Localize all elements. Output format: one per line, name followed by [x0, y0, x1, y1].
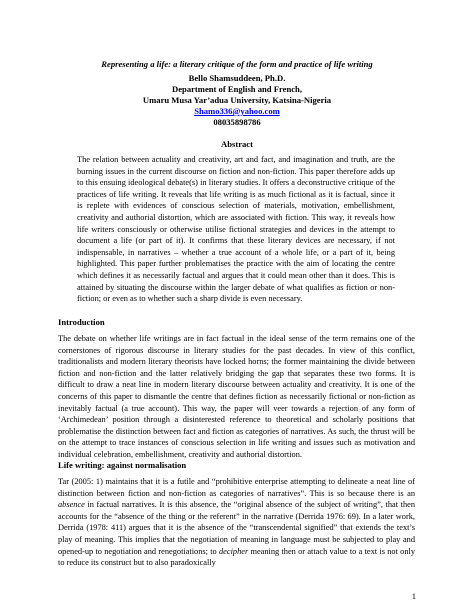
abstract-text: The relation between actuality and creativity, art and fact, and imagination and truth, are the burning issues in the current discourse on fiction and non-fiction. This paper therefore adds up to this ensuing ideological debate(s) in literary studies. It offers a deconstructive critique of the practices of life writing. It reveals that life writing is as much fictional as it is factual, since it is replete with evidences of conscious selection of materials, motivation, embellishment, creativity and authorial distortion, which are associated with fiction. This way, it reveals how life writers consciously or otherwise utilise fictional strategies and devices in the attempt to document a life (or part of it). It confirms that these literary devices are necessary, if not indispensable, in narratives – whether a true account of a whole life, or a part of it, being highlighted. This paper further problematises the practice with the aim of locating the centre which defines it as necessarily factual and argues that it could mean other than it does. This is attained by situating the discourse within the larger debate of what qualifies as fiction or non-fiction; or even as to whether such a sharp divide is even necessary. [77, 155, 395, 304]
section2-text-part3: meaning then or attach value to a text is not only to reduce its construct but to also paradoxically [58, 546, 415, 568]
paper-title [0, 59, 474, 70]
section2-text [58, 476, 415, 569]
section2-text-part2: in factual narratives. It is this absence, the “original absence of the subject of writing”, that then accounts for the “absence of the thing or the referent” in the narrative (Derrida 1976: 69). In a later work, Derrida (1978: 411) argues that it is the absence of the “transcendental signified” that extends the text’s play of meaning. This implies that the negotiation of meaning in language must be subjected to play and opened-up to negotiation and renegotiations; to [58, 500, 415, 556]
author-university: Umaru Musa Yar’adua University, Katsina-Nigeria [142, 95, 332, 105]
page-number: 1 [411, 591, 416, 601]
author-department: Department of English and French, [172, 84, 302, 94]
section2-emphasis-absence: absence [58, 500, 85, 510]
introduction-heading: Introduction [58, 317, 105, 327]
introduction-text: The debate on whether life writings are in fact factual in the ideal sense of the term remains one of the cornerstones of rigorous discourse in literary studies for the past decades. In view of this conflict, traditionalists and modern literary theorists have locked horns; the former maintaining the divide between fiction and non-fiction and the latter relatively bridging the gap that separates these two forms. It is difficult to draw a neat line in modern literary discourse between actuality and creativity. It is one of the concerns of this paper to dismantle the centre that defines fiction as necessarily fictional or non-fiction as inevitably factual (a true account). This way, the paper will veer towards a rejection of any form of ‘Archimedean’ position through a disinterested reference to theoretical and scholarly positions that problematise the distinction between fact and fiction as categories of narratives. As such, the thrust will be on the attempt to trace instances of conscious selection in life writing and issues such as motivation and individual celebration, embellishment, creativity and authorial distortion. [58, 334, 415, 459]
section2-heading: Life writing: against normalisation [58, 460, 187, 470]
paper-title-italic: Re [101, 59, 111, 69]
author-phone: 08035898786 [213, 117, 261, 127]
author-block [0, 73, 474, 128]
paper-title-rest: presenting a life: a literary critique of the form and practice of life writing [110, 59, 373, 69]
author-email-link[interactable]: Shamo336@yahoo.com [194, 106, 280, 116]
author-name: Bello Shamsuddeen, Ph.D. [188, 73, 286, 83]
section2-text-part1: Tar (2005: 1) maintains that it is a futile and “prohibitive enterprise attempting to delineate a neat line of distinction between fiction and non-fiction as categories of narratives”. This is so because there is an [58, 477, 415, 498]
abstract-heading: Abstract [221, 139, 253, 149]
section2-emphasis-decipher: decipher [219, 546, 249, 556]
